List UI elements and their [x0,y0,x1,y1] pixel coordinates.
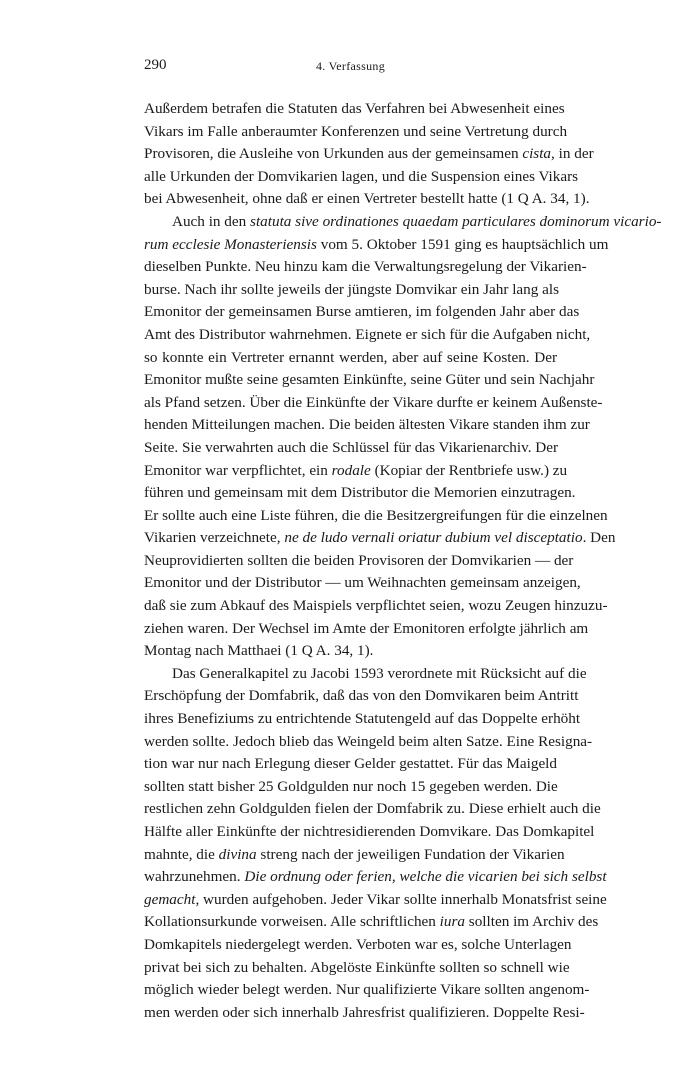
text-line [144,911,599,934]
text-line [144,347,557,370]
text-segment: Seite. Sie verwahrten auch die Schlüssel für das Vikarienarchiv. Der [144,438,559,456]
text-segment: . Den [582,529,616,547]
page-number: 290 [144,57,167,73]
text-line [144,527,616,550]
text-line [144,550,574,573]
text-line [144,708,581,731]
running-head: 4. Verfassung [315,59,385,73]
text-line [144,753,557,776]
text-line [144,640,557,663]
text-line [144,1002,585,1025]
text-line [144,414,590,437]
text-segment: Emonitor und der Distributor — um Weihnachten gemeinsam anzeigen, [144,574,581,592]
text-segment: Emonitor der gemeinsamen Burse amtieren, im folgenden Jahr aber das [144,303,580,321]
text-segment: als Pfand setzen. Über die Einkünfte der Vikare durfte er keinem Außenste- [144,393,603,411]
text-segment: Hälfte aller Einkünfte der nichtresidierenden Domvikare. Das Domkapitel [144,823,595,840]
text-segment: Das Generalkapitel zu Jacobi 1593 verordnete mit Rücksicht auf die [172,664,587,682]
text-segment: Domkapitels niedergelegt werden. Verboten war es, solche Unterlagen [144,935,572,953]
italic-phrase: rum ecclesie Monasteriensis [144,235,317,253]
text-line [144,979,590,1002]
page-header [144,57,557,79]
text-segment: bei Abwesenheit, ohne daß er einen Vertreter bestellt hatte (1 Q A. 34, 1). [144,190,590,208]
text-line [144,301,580,324]
text-segment: Neuprovidierten sollten die beiden Provisoren der Domvikarien — der [144,551,574,569]
italic-phrase: iura [439,913,465,931]
text-line [144,866,607,889]
text-line [144,798,601,821]
italic-phrase: gemacht [144,890,196,908]
text-line [144,437,557,460]
text-segment: tion war nur nach Erlegung dieser Gelder gestattet. Für das Maigeld [144,755,557,773]
text-line [144,844,565,867]
text-line [144,98,565,121]
text-line [144,505,608,528]
text-segment: wahrzunehmen. [144,868,245,886]
text-line [144,392,603,415]
text-line [144,957,570,980]
italic-phrase: statuta sive ordinationes quaedam particulares dominorum vicario- [250,212,662,230]
text-segment: , in der [551,145,594,163]
text-segment: Auch in den [172,212,251,230]
text-segment: sollten im Archiv des [465,913,599,931]
text-segment: dieselben Punkte. Neu hinzu kam die Verwaltungsregelung der Vikarien- [144,258,587,276]
text-segment: ziehen waren. Der Wechsel im Amte der Emonitoren erfolgte jährlich am [144,619,589,637]
text-segment: vom 5. Oktober 1591 ging es hauptsächlich um [316,235,609,253]
text-segment: alle Urkunden der Domvikarien lagen, und die Suspension eines Vikars [144,167,579,185]
text-segment: Vikars im Falle anberaumter Konferenzen und seine Vertretung durch [144,122,568,140]
text-segment: Emonitor mußte seine gesamten Einkünfte, seine Güter und sein Nachjahr [144,371,595,389]
text-segment: , wurden aufgehoben. Jeder Vikar sollte innerhalb Monatsfrist seine [195,890,607,908]
text-segment: privat bei sich zu behalten. Abgelöste Einkünfte sollten so schnell wie [144,958,570,976]
text-line [144,460,568,483]
text-segment: henden Mitteilungen machen. Die beiden ältesten Vikare standen ihm zur [144,416,590,434]
text-segment: (Kopiar der Rentbriefe usw.) zu [370,461,568,479]
text-segment: Kollationsurkunde vorweisen. Alle schriftlichen [144,913,440,931]
text-line [144,482,576,505]
text-segment: führen und gemeinsam mit dem Distributor die Memorien einzutragen. [144,484,576,502]
text-segment: Er sollte auch eine Liste führen, die die Besitzergreifungen für die einzelnen [144,506,608,524]
text-line [144,211,662,234]
text-segment: men werden oder sich innerhalb Jahresfrist qualifizieren. Doppelte Resi- [144,1003,585,1021]
body-text [144,98,662,1024]
text-line [144,934,572,957]
italic-phrase: rodale [331,461,371,479]
text-segment: werden sollte. Jedoch blieb das Weingeld beim alten Satze. Eine Resigna- [144,732,593,750]
italic-phrase: ne de ludo vernali oriatur dubium vel disceptatio [284,529,583,547]
text-segment: mahnte, die [144,845,219,863]
text-line [144,776,557,799]
text-segment: sollten statt bisher 25 Goldgulden nur noch 15 gegeben werden. Die [144,777,558,795]
text-segment: möglich wieder belegt werden. Nur qualifizierte Vikare sollten angenom- [144,981,590,999]
text-line [144,166,579,189]
text-line [144,572,581,595]
text-line [144,143,594,166]
text-segment: burse. Nach ihr sollte jeweils der jüngste Domvikar ein Jahr lang als [144,280,560,298]
text-line [144,234,609,257]
text-segment: Erschöpfung der Domfabrik, daß das von den Domvikaren beim Antritt [144,687,579,705]
text-line [144,821,595,844]
text-segment: Provisoren, die Ausleihe von Urkunden aus der gemeinsamen [144,145,523,163]
text-line [144,595,608,618]
text-segment: Montag nach Matthaei (1 Q A. 34, 1). [144,642,374,660]
text-segment: so konnte ein Vertreter ernannt werden, aber auf seine Kosten. Der [144,348,557,366]
text-segment: restlichen zehn Goldgulden fielen der Domfabrik zu. Diese erhielt auch die [144,800,601,818]
text-segment: Außerdem betrafen die Statuten das Verfahren bei Abwesenheit eines [144,100,565,117]
text-segment: Emonitor war verpflichtet, ein [144,461,332,479]
italic-phrase: divina [218,845,257,863]
text-segment: Vikarien verzeichnete, [144,529,285,547]
text-segment: ihres Benefiziums zu entrichtende Statutengeld auf das Doppelte erhöht [144,710,581,728]
text-line [144,279,560,302]
text-line [144,663,587,686]
italic-phrase: Die ordnung oder ferien, welche die vicarien bei sich selbst [244,868,607,886]
text-line [144,889,607,912]
text-line [144,685,579,708]
text-segment: streng nach der jeweiligen Fundation der Vikarien [256,845,565,863]
text-line [144,369,595,392]
text-line [144,324,591,347]
text-segment: Amt des Distributor wahrnehmen. Eignete er sich für die Aufgaben nicht, [144,325,591,343]
text-segment: daß sie zum Abkauf des Maispiels verpflichtet seien, wozu Zeugen hinzuzu- [144,597,608,615]
text-line [144,256,587,279]
text-line [144,121,568,144]
text-line [144,188,590,211]
italic-phrase: cista [522,145,552,163]
text-line [144,618,589,641]
text-line [144,731,593,754]
